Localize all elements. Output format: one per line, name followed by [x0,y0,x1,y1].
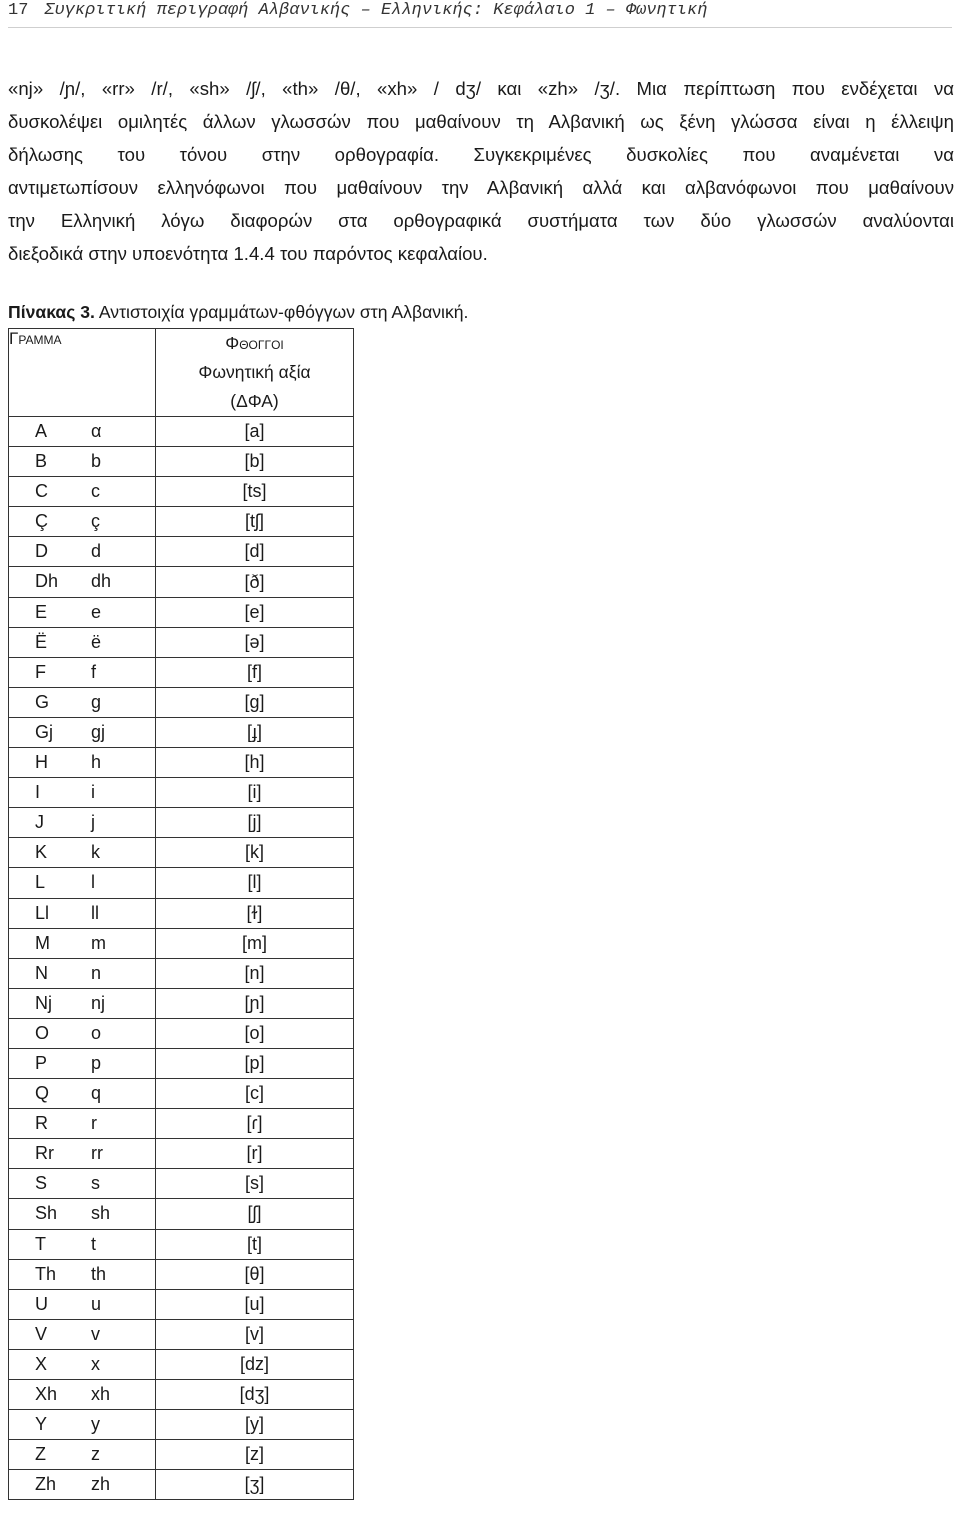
table-row [9,1139,354,1169]
lowercase-letter: v [91,1323,100,1344]
uppercase-letter: Gj [35,721,53,742]
table-row [9,1199,354,1229]
uppercase-letter: Z [35,1444,46,1465]
uppercase-letter: F [35,661,46,682]
uppercase-letter: Q [35,1083,50,1104]
sound-cell: [l] [156,868,354,898]
sound-cell: [dz] [156,1349,354,1379]
uppercase-letter: M [35,932,50,953]
letter-cell [9,687,156,717]
letter-cell [9,657,156,687]
sound-cell: [k] [156,838,354,868]
table-row [9,1018,354,1048]
lowercase-letter: x [91,1353,100,1374]
table-row [9,1380,354,1410]
uppercase-letter: X [35,1353,48,1374]
letter-cell [9,958,156,988]
table-row [9,1289,354,1319]
sound-cell: [v] [156,1319,354,1349]
uppercase-letter: S [35,1173,48,1194]
sound-cell: [ʃ] [156,1199,354,1229]
sound-cell: [n] [156,958,354,988]
letter-cell [9,597,156,627]
column-header-sound [156,329,354,417]
uppercase-letter: J [35,812,44,833]
sound-cell: [d] [156,537,354,567]
lowercase-letter: gj [91,721,106,742]
letter-cell [9,1199,156,1229]
letter-cell [9,537,156,567]
sound-cell: [ɾ] [156,1109,354,1139]
letter-cell [9,627,156,657]
letter-cell [9,507,156,537]
table-row [9,808,354,838]
uppercase-letter: Ë [35,631,48,652]
uppercase-letter: R [35,1113,48,1134]
letter-cell [9,1410,156,1440]
letter-cell [9,838,156,868]
letter-cell [9,868,156,898]
table-row [9,868,354,898]
sound-cell: [ɟ] [156,717,354,747]
uppercase-letter: D [35,541,48,562]
lowercase-letter: ll [91,902,99,923]
sound-cell: [m] [156,928,354,958]
letter-cell [9,898,156,928]
uppercase-letter: Xh [35,1384,58,1404]
lowercase-letter: c [91,481,100,502]
sound-cell: [θ] [156,1259,354,1289]
table-row [9,687,354,717]
table-caption [8,298,468,326]
lowercase-letter: q [91,1083,102,1104]
table-row [9,657,354,687]
lowercase-letter: s [91,1173,100,1194]
caption-text: Αντιστοιχία γραμμάτων-φθόγγων στη Αλβανική. [94,302,469,322]
letter-cell [9,1109,156,1139]
sound-cell: [ts] [156,477,354,507]
table-row [9,597,354,627]
uppercase-letter: I [35,782,41,803]
letter-cell [9,1018,156,1048]
sound-cell: [ð] [156,567,354,597]
lowercase-letter: y [91,1414,100,1435]
letter-cell [9,567,156,597]
sound-cell: [i] [156,778,354,808]
table-header-row [9,329,354,417]
lowercase-letter: m [91,932,106,953]
uppercase-letter: A [35,421,48,441]
letter-cell [9,778,156,808]
sound-cell: [ɲ] [156,988,354,1018]
sound-cell: [dʒ] [156,1380,354,1410]
uppercase-letter: C [35,481,48,502]
lowercase-letter: n [91,962,102,983]
sound-header-ipa: (ΔΦΑ) [230,391,279,411]
lowercase-letter: f [91,661,97,682]
paragraph-line: αντιμετωπίσουν ελληνόφωνοι που μαθαίνουν την Αλβανική αλλά και αλβανόφωνοι που μαθαίνουν [8,177,954,198]
table-row [9,1259,354,1289]
lowercase-letter: b [91,451,102,472]
sound-cell: [t] [156,1229,354,1259]
letter-cell [9,1470,156,1500]
uppercase-letter: O [35,1022,50,1043]
sound-cell: [p] [156,1048,354,1078]
lowercase-letter: sh [91,1203,111,1224]
table-row [9,1079,354,1109]
lowercase-letter: h [91,752,102,773]
lowercase-letter: j [91,812,95,833]
lowercase-letter: e [91,601,102,622]
sound-cell: [o] [156,1018,354,1048]
uppercase-letter: Th [35,1263,57,1284]
lowercase-letter: u [91,1293,102,1314]
letter-cell [9,1048,156,1078]
uppercase-letter: Ll [35,902,50,923]
uppercase-letter: K [35,842,48,863]
table-row [9,778,354,808]
lowercase-letter: rr [91,1143,103,1164]
lowercase-letter: d [91,541,102,562]
uppercase-letter: G [35,691,50,712]
letter-sound-table [8,328,354,1500]
letter-cell [9,1169,156,1199]
table-row [9,838,354,868]
paragraph-line: δυσκολέψει ομιλητές άλλων γλωσσών που μαθαίνουν τη Αλβανική ως ξένη γλώσσα είναι η έλλειψη [8,111,954,132]
lowercase-letter: zh [91,1474,111,1495]
table-row [9,627,354,657]
sound-cell: [h] [156,748,354,778]
sound-cell: [b] [156,447,354,477]
uppercase-letter: L [35,872,46,893]
sound-cell: [g] [156,687,354,717]
uppercase-letter: U [35,1293,48,1314]
letter-cell [9,1259,156,1289]
letter-cell [9,447,156,477]
sound-cell: [z] [156,1440,354,1470]
sound-cell: [j] [156,808,354,838]
letter-cell [9,477,156,507]
table-row [9,988,354,1018]
letter-cell [9,1440,156,1470]
sound-cell: [u] [156,1289,354,1319]
sound-cell: [ɫ] [156,898,354,928]
table-row [9,1048,354,1078]
sound-cell: [c] [156,1079,354,1109]
lowercase-letter: p [91,1052,102,1073]
table-row [9,1229,354,1259]
table-row [9,1410,354,1440]
caption-label: Πίνακας 3. [8,302,95,322]
sound-header-sub: Φωνητική αξία [198,362,311,382]
lowercase-letter: th [91,1263,107,1284]
sound-cell: [e] [156,597,354,627]
lowercase-letter: k [91,842,100,863]
lowercase-letter: o [91,1022,102,1043]
lowercase-letter: g [91,691,102,712]
table-row [9,898,354,928]
lowercase-letter: ç [91,511,100,532]
uppercase-letter: N [35,962,48,983]
table-body [9,417,354,1500]
letter-cell [9,1349,156,1379]
table-row [9,507,354,537]
page-number: 17 [8,1,29,20]
lowercase-letter: i [91,782,95,803]
letter-cell [9,1079,156,1109]
letter-cell [9,1289,156,1319]
letter-cell [9,988,156,1018]
table-row [9,1349,354,1379]
body-paragraph [8,72,954,270]
table-row [9,1440,354,1470]
letter-cell [9,1229,156,1259]
lowercase-letter: t [91,1233,97,1254]
letter-cell [9,1139,156,1169]
sound-cell: [a] [156,417,354,447]
chapter-title: Συγκριτική περιγραφή Αλβανικής – Ελληνικής: Κεφάλαιο 1 – Φωνητική [44,1,708,20]
uppercase-letter: Nj [35,992,52,1013]
lowercase-letter: ë [91,631,102,652]
lowercase-letter: r [91,1113,97,1134]
uppercase-letter: Dh [35,571,59,592]
uppercase-letter: B [35,451,48,472]
uppercase-letter: P [35,1052,48,1073]
letter-cell [9,928,156,958]
uppercase-letter: Zh [35,1474,57,1495]
sound-header-title: Φθογγοι [225,333,284,353]
uppercase-letter: Ç [35,511,48,532]
table-row [9,477,354,507]
sound-cell: [ʒ] [156,1470,354,1500]
uppercase-letter: Y [35,1414,48,1435]
lowercase-letter: l [91,872,95,893]
lowercase-letter: α [91,421,102,441]
table-row [9,1319,354,1349]
lowercase-letter: xh [91,1384,111,1404]
letter-cell [9,748,156,778]
table-row [9,958,354,988]
table-row [9,717,354,747]
paragraph-line: δήλωσης του τόνου στην ορθογραφία. Συγκεκριμένες δυσκολίες που αναμένεται να [8,144,954,165]
table-row [9,447,354,477]
sound-cell: [y] [156,1410,354,1440]
table-row [9,567,354,597]
sound-cell: [tʃ] [156,507,354,537]
letter-cell [9,808,156,838]
table-row [9,928,354,958]
lowercase-letter: dh [91,571,112,592]
sound-cell: [ə] [156,627,354,657]
uppercase-letter: Rr [35,1143,54,1164]
table-row [9,537,354,567]
sound-cell: [s] [156,1169,354,1199]
uppercase-letter: T [35,1233,46,1254]
running-header [8,0,952,28]
column-header-letter: Γραμμα [9,329,156,417]
table-row [9,1109,354,1139]
uppercase-letter: V [35,1323,48,1344]
letter-cell [9,1380,156,1410]
uppercase-letter: H [35,752,48,773]
letter-cell [9,717,156,747]
table-row [9,417,354,447]
paragraph-line: «nj» /ɲ/, «rr» /r/, «sh» /ʃ/, «th» /θ/, «xh» / dʒ/ και «zh» /ʒ/. Μια περίπτωση που ενδέχεται να [8,78,954,99]
uppercase-letter: Sh [35,1203,58,1224]
lowercase-letter: nj [91,992,106,1013]
paragraph-line: την Ελληνική λόγω διαφορών στα ορθογραφικά συστήματα των δύο γλωσσών αναλύονται [8,210,954,231]
table-row [9,1470,354,1500]
table-row [9,748,354,778]
paragraph-line: διεξοδικά στην υποενότητα 1.4.4 του παρόντος κεφαλαίου. [8,243,488,264]
table-row [9,1169,354,1199]
letter-cell [9,417,156,447]
sound-cell: [f] [156,657,354,687]
sound-cell: [r] [156,1139,354,1169]
letter-cell [9,1319,156,1349]
lowercase-letter: z [91,1444,100,1465]
uppercase-letter: E [35,601,48,622]
